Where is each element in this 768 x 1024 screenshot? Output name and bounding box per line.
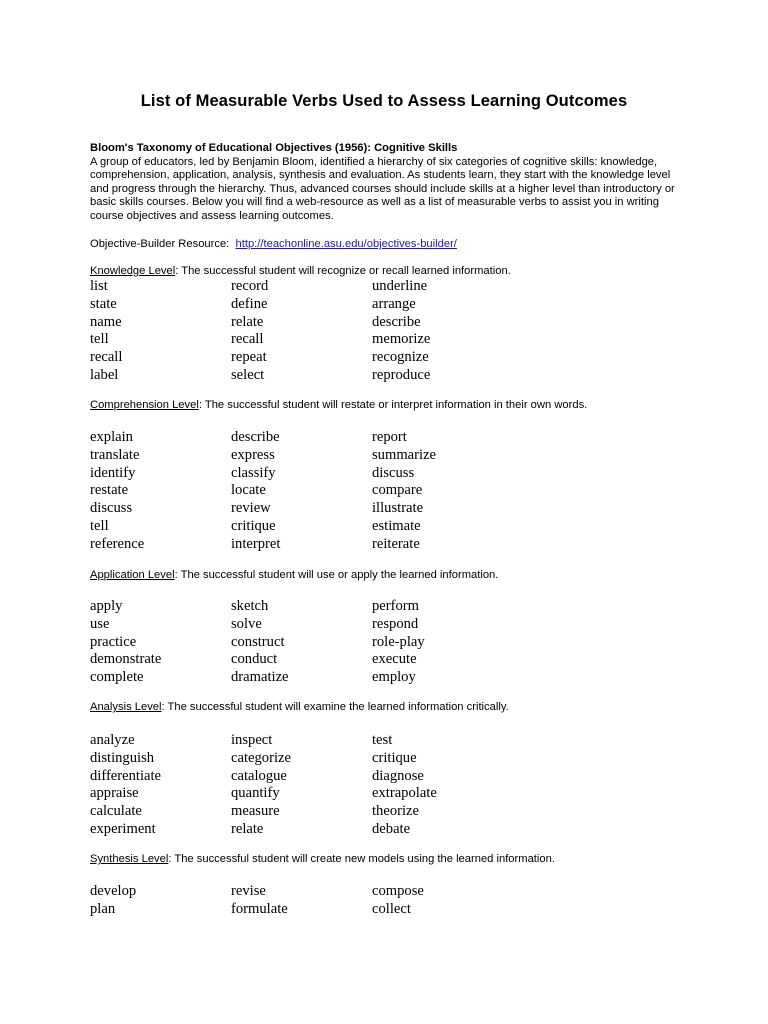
resource-link[interactable]: http://teachonline.asu.edu/objectives-builder/ xyxy=(235,238,457,250)
verb-row xyxy=(90,465,590,483)
verb-row xyxy=(90,901,590,919)
intro-body: A group of educators, led by Benjamin Bloom, identified a hierarchy of six categories of cognitive skills: knowledge, comprehension, application, analysis, synthesis and evaluation. As students learn, they start with the knowledge level and progress through the hierarchy. Thus, advanced courses should include skills at a higher level than introductory or basic skills courses. Below you will find a web-resource as well as a list of measurable verbs to assist you in writing course objectives and assess learning outcomes. xyxy=(90,155,675,222)
verb-item: discuss xyxy=(372,464,415,481)
verb-item: memorize xyxy=(372,331,431,348)
verb-item: categorize xyxy=(231,749,291,766)
verb-item: quantify xyxy=(231,785,280,802)
verb-item: reiterate xyxy=(372,535,420,552)
verb-item: identify xyxy=(90,464,136,481)
level-description: : The successful student will examine the learned information critically. xyxy=(161,701,509,713)
verb-item: relate xyxy=(231,820,264,837)
verb-row xyxy=(90,883,590,901)
verb-item: analyze xyxy=(90,732,135,748)
verb-row xyxy=(90,429,590,447)
verb-item: debate xyxy=(372,820,411,837)
verb-list-analysis xyxy=(90,732,590,839)
verb-item: plan xyxy=(90,900,116,917)
verb-row xyxy=(90,768,590,786)
verb-item: recall xyxy=(231,331,264,348)
analysis-level-line xyxy=(90,700,509,714)
verb-item: distinguish xyxy=(90,749,155,766)
verb-item: solve xyxy=(231,615,262,632)
verb-item: explain xyxy=(90,429,133,445)
level-name: Synthesis Level xyxy=(90,853,169,865)
application-level-line xyxy=(90,568,498,582)
verb-item: revise xyxy=(231,883,266,899)
verb-item: dramatize xyxy=(231,669,289,686)
verb-list-knowledge xyxy=(90,278,590,385)
resource-label: Objective-Builder Resource: xyxy=(90,238,230,250)
level-name: Application Level xyxy=(90,569,175,581)
level-description: : The successful student will use or apply the learned information. xyxy=(174,569,499,581)
verb-row xyxy=(90,598,590,616)
synthesis-level-line xyxy=(90,852,555,866)
resource-line xyxy=(90,237,457,251)
verb-item: conduct xyxy=(231,651,278,668)
verb-row xyxy=(90,821,590,839)
intro-heading: Bloom's Taxonomy of Educational Objectives (1956): Cognitive Skills xyxy=(90,142,458,154)
page-title: List of Measurable Verbs Used to Assess Learning Outcomes xyxy=(140,92,628,110)
verb-item: critique xyxy=(231,517,276,534)
verb-item: compose xyxy=(372,883,424,899)
verb-row xyxy=(90,296,590,314)
verb-item: practice xyxy=(90,633,137,650)
verb-item: tell xyxy=(90,331,109,348)
verb-row xyxy=(90,278,590,296)
verb-list-application xyxy=(90,598,590,687)
verb-item: complete xyxy=(90,669,144,686)
verb-row xyxy=(90,732,590,750)
verb-item: estimate xyxy=(372,517,421,534)
verb-item: express xyxy=(231,446,275,463)
verb-item: measure xyxy=(231,803,280,820)
verb-item: select xyxy=(231,366,265,383)
verb-item: sketch xyxy=(231,598,269,614)
verb-item: repeat xyxy=(231,349,267,366)
verb-item: restate xyxy=(90,482,129,499)
verb-row xyxy=(90,314,590,332)
verb-item: arrange xyxy=(372,295,416,312)
level-name: Analysis Level xyxy=(90,701,162,713)
verb-row xyxy=(90,349,590,367)
verb-row xyxy=(90,785,590,803)
verb-item: name xyxy=(90,313,122,330)
verb-item: extrapolate xyxy=(372,785,437,802)
verb-item: report xyxy=(372,429,407,445)
verb-item: describe xyxy=(372,313,421,330)
verb-item: relate xyxy=(231,313,264,330)
verb-item: discuss xyxy=(90,500,133,517)
verb-item: calculate xyxy=(90,803,142,820)
verb-row xyxy=(90,536,590,554)
verb-item: classify xyxy=(231,464,276,481)
verb-row xyxy=(90,669,590,687)
verb-row xyxy=(90,500,590,518)
verb-item: appraise xyxy=(90,785,139,802)
verb-item: record xyxy=(231,278,269,294)
knowledge-level-line xyxy=(90,264,511,278)
verb-item: recall xyxy=(90,349,123,366)
verb-item: experiment xyxy=(90,820,156,837)
verb-item: review xyxy=(231,500,271,517)
verb-row xyxy=(90,518,590,536)
verb-row xyxy=(90,482,590,500)
verb-item: recognize xyxy=(372,349,429,366)
verb-list-comprehension xyxy=(90,429,590,554)
verb-item: summarize xyxy=(372,446,437,463)
verb-row xyxy=(90,803,590,821)
verb-item: list xyxy=(90,278,108,294)
verb-item: theorize xyxy=(372,803,419,820)
level-name: Knowledge Level xyxy=(90,265,176,277)
verb-item: critique xyxy=(372,749,417,766)
verb-item: locate xyxy=(231,482,266,499)
verb-item: reference xyxy=(90,535,145,552)
verb-item: underline xyxy=(372,278,428,294)
verb-row xyxy=(90,616,590,634)
verb-item: construct xyxy=(231,633,285,650)
verb-list-synthesis xyxy=(90,883,590,919)
verb-item: demonstrate xyxy=(90,651,162,668)
verb-item: formulate xyxy=(231,900,288,917)
verb-item: inspect xyxy=(231,732,273,748)
verb-item: reproduce xyxy=(372,366,431,383)
verb-item: label xyxy=(90,366,119,383)
comprehension-level-line xyxy=(90,398,587,412)
verb-item: develop xyxy=(90,883,137,899)
verb-item: differentiate xyxy=(90,767,162,784)
verb-item: illustrate xyxy=(372,500,424,517)
verb-row xyxy=(90,750,590,768)
verb-item: apply xyxy=(90,598,123,614)
verb-item: test xyxy=(372,732,393,748)
verb-row xyxy=(90,367,590,385)
level-description: : The successful student will create new models using the learned information. xyxy=(168,853,555,865)
verb-item: collect xyxy=(372,900,411,917)
level-description: : The successful student will restate or interpret information in their own words. xyxy=(198,399,588,411)
verb-row xyxy=(90,651,590,669)
verb-item: translate xyxy=(90,446,140,463)
verb-item: state xyxy=(90,295,117,312)
verb-item: diagnose xyxy=(372,767,424,784)
verb-item: execute xyxy=(372,651,417,668)
verb-item: employ xyxy=(372,669,416,686)
level-description: : The successful student will recognize or recall learned information. xyxy=(175,265,511,277)
verb-item: tell xyxy=(90,517,109,534)
verb-item: interpret xyxy=(231,535,281,552)
verb-item: role-play xyxy=(372,633,425,650)
intro-section xyxy=(90,142,690,224)
verb-item: describe xyxy=(231,429,280,445)
verb-item: perform xyxy=(372,598,420,614)
verb-row xyxy=(90,634,590,652)
verb-item: compare xyxy=(372,482,423,499)
verb-row xyxy=(90,447,590,465)
verb-item: define xyxy=(231,295,268,312)
verb-item: respond xyxy=(372,615,419,632)
verb-item: use xyxy=(90,615,110,632)
level-name: Comprehension Level xyxy=(90,399,199,411)
verb-item: catalogue xyxy=(231,767,287,784)
verb-row xyxy=(90,331,590,349)
